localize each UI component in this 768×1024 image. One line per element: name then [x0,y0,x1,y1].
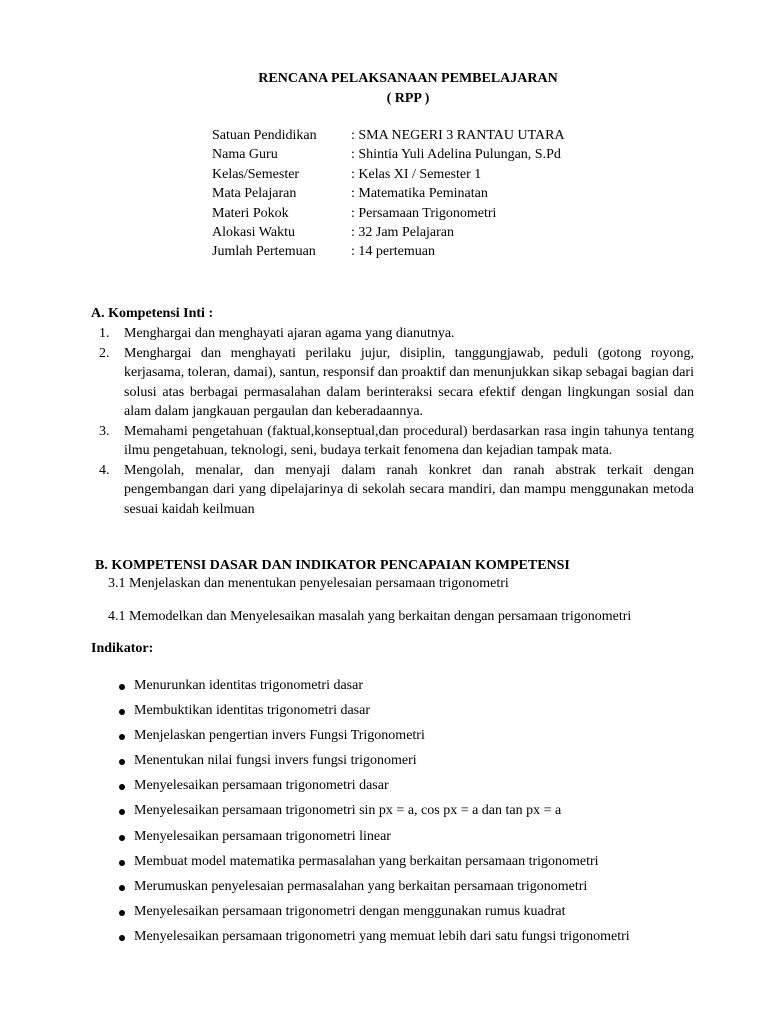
title-line-1: RENCANA PELAKSANAAN PEMBELAJARAN [258,71,558,86]
kompetensi-dasar-4-1: 4.1 Memodelkan dan Menyelesaikan masalah yang berkaitan dengan persamaan trigonometri [108,609,632,624]
identity-row [212,223,565,242]
item-text: Menyelesaikan persamaan trigonometri linear [134,828,391,844]
bullet-icon [117,751,134,776]
document-title [0,69,768,109]
identity-value: : 14 pertemuan [351,244,435,260]
item-text: Merumuskan penyelesaian permasalahan yang berkaitan persamaan trigonometri [134,878,588,894]
bullet-icon [117,676,134,701]
list-item [117,827,630,852]
identity-value: : Persamaan Trigonometri [351,205,497,221]
item-text: Menentukan nilai fungsi invers fungsi trigonomeri [134,753,417,769]
indikator-list [117,676,630,952]
list-item [91,461,694,520]
item-text: Mengolah, menalar, dan menyaji dalam ranah konkret dan ranah abstrak terkait dengan pengembangan dari yang dipelajarinya di sekolah secara mandiri, dan mampu menggunakan metoda sesuai kaidah keilmuan [124,462,694,517]
kompetensi-dasar-section [95,556,695,576]
identity-label: Jumlah Pertemuan [212,244,316,260]
identity-row [212,184,565,203]
identity-row [212,165,565,184]
list-item [117,852,630,877]
item-number: 1. [99,326,110,341]
list-item [117,776,630,801]
list-item [91,324,694,344]
item-text: Menurunkan identitas trigonometri dasar [134,678,363,693]
identity-table [212,126,565,262]
list-item [117,902,630,927]
item-text: Menyelesaikan persamaan trigonometri yang memuat lebih dari satu fungsi trigonometri [134,928,630,944]
item-text: Menghargai dan menghayati ajaran agama yang dianutnya. [124,326,455,341]
item-text: Membuktikan identitas trigonometri dasar [134,703,371,719]
item-number: 3. [99,423,110,439]
identity-label: Kelas/Semester [212,166,300,182]
item-text: Membuat model matematika permasalahan yang berkaitan persamaan trigonometri [134,853,599,869]
indikator-heading: Indikator: [91,641,154,656]
item-text: Memahami pengetahuan (faktual,konseptual,dan procedural) berdasarkan rasa ingin tahunya tentang ilmu pengetahuan, teknologi, seni, budaya terkait fenomena dan kejadian tampak mata. [124,423,694,458]
item-text: Menyelesaikan persamaan trigonometri dengan menggunakan rumus kuadrat [134,903,566,919]
bullet-icon [117,827,134,852]
section-a-heading: A. Kompetensi Inti : [91,306,214,321]
list-item [117,676,630,701]
identity-value: : Matematika Peminatan [351,186,488,202]
identity-label: Alokasi Waktu [212,225,295,241]
bullet-icon [117,701,134,726]
bullet-icon [117,726,134,751]
list-item [91,344,694,422]
item-text: Menghargai dan menghayati perilaku jujur, disiplin, tanggungjawab, peduli (gotong royong, kerjasama, toleran, damai), santun, responsif dan proaktif dan menunjukkan sikap sebagai bagian dari solusi atas berbagai permasalahan dalam berinteraksi secara efektif dengan lingkungan sosial dan alam dalam jangkauan pergaulan dan keberadaannya. [124,345,694,419]
item-text: Menyelesaikan persamaan trigonometri sin px = a, cos px = a dan tan px = a [134,803,562,819]
identity-row [212,126,565,145]
list-item [91,422,694,461]
list-item [117,701,630,726]
item-text: Menjelaskan pengertian invers Fungsi Trigonometri [134,728,425,744]
bullet-icon [117,852,134,877]
item-number: 4. [99,462,110,478]
identity-row [212,204,565,223]
identity-value: : SMA NEGERI 3 RANTAU UTARA [351,128,565,143]
identity-row [212,145,565,164]
list-item [117,927,630,952]
bullet-icon [117,776,134,801]
list-item [117,801,630,826]
identity-label: Nama Guru [212,147,278,163]
list-item [117,877,630,902]
item-text: Menyelesaikan persamaan trigonometri dasar [134,778,389,794]
bullet-icon [117,902,134,927]
bullet-icon [117,877,134,902]
identity-value: : Shintia Yuli Adelina Pulungan, S.Pd [351,147,561,163]
identity-value: : 32 Jam Pelajaran [351,225,455,241]
list-item [117,751,630,776]
kompetensi-inti-list [91,324,694,519]
item-number: 2. [99,345,110,361]
title-line-2: ( RPP ) [386,91,430,106]
section-b-heading: B. KOMPETENSI DASAR DAN INDIKATOR PENCAPAIAN KOMPETENSI [95,558,570,573]
bullet-icon [117,927,134,952]
identity-label: Materi Pokok [212,205,289,221]
identity-label: Mata Pelajaran [212,186,297,202]
bullet-icon [117,801,134,826]
identity-row [212,242,565,261]
list-item [117,726,630,751]
kompetensi-dasar-3-1: 3.1 Menjelaskan dan menentukan penyelesaian persamaan trigonometri [108,576,509,591]
kompetensi-inti-section [91,304,694,519]
identity-value: : Kelas XI / Semester 1 [351,166,482,182]
identity-label: Satuan Pendidikan [212,128,317,143]
